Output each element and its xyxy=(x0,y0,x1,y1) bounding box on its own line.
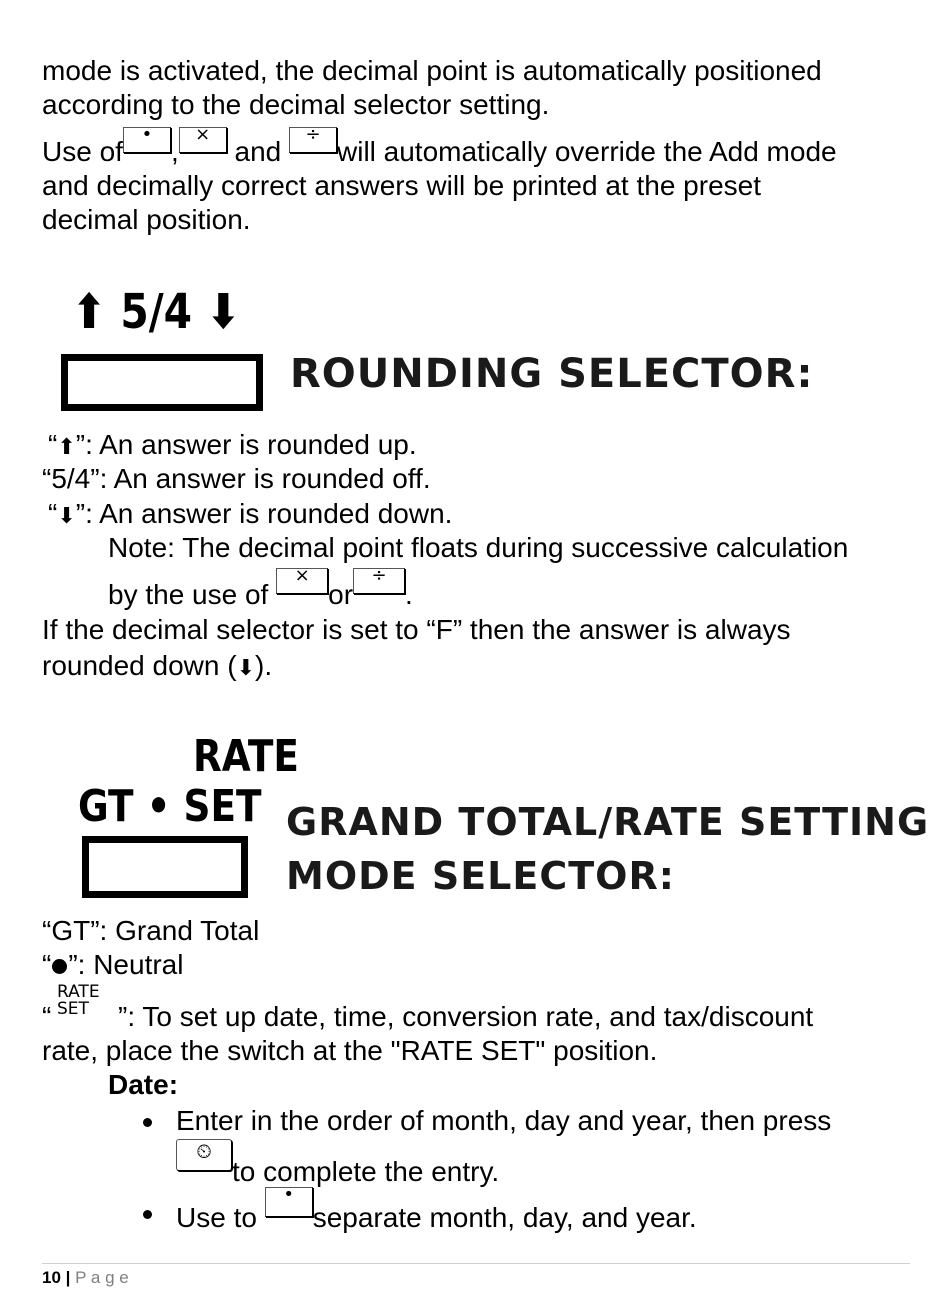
note-by-use-of: by the use of xyxy=(108,579,269,610)
round-down-description xyxy=(48,497,452,533)
divide-key-icon xyxy=(289,124,337,153)
round-down-quote: “ xyxy=(48,498,58,529)
intro-line-1: mode is activated, the decimal point is automatically positioned xyxy=(42,55,822,86)
rounding-note-line-1: Note: The decimal point floats during successive calculation xyxy=(108,532,849,563)
f-rounded-down-text: rounded down ( xyxy=(42,650,237,681)
divide-key-glyph: ÷ xyxy=(305,124,321,145)
gt-switch-labels xyxy=(78,781,262,832)
note-or: or xyxy=(328,579,354,610)
intro-line-3 xyxy=(42,124,837,169)
bullet-2-line xyxy=(176,1184,697,1235)
round-down-icon-2: ⬇ xyxy=(236,655,256,680)
rate-description-line-2: rate, place the switch at the "RATE SET" position. xyxy=(42,1035,658,1066)
round-off-description: “5/4”: An answer is rounded off. xyxy=(42,463,431,494)
round-up-icon: ⬆ xyxy=(57,434,76,459)
bullet-1-line-2 xyxy=(176,1139,500,1189)
round-down-icon: ⬇ xyxy=(57,503,76,528)
decimal-key-icon xyxy=(123,124,171,153)
rate-set-small-label xyxy=(57,984,100,1018)
page-number: 10 xyxy=(42,1268,61,1287)
page-label: P a g e xyxy=(75,1268,129,1287)
rounding-note-line-2 xyxy=(108,565,413,612)
page-footer xyxy=(42,1268,129,1288)
clock-icon: ⏲ xyxy=(196,1139,212,1163)
intro-line-4: and decimally correct answers will be printed at the preset xyxy=(42,170,762,201)
round-down-text: ”: An answer is rounded down. xyxy=(75,498,453,529)
round-up-description xyxy=(48,428,417,464)
bullet-1 xyxy=(143,1118,152,1127)
neutral-description xyxy=(42,948,183,982)
intro-line-5: decimal position. xyxy=(42,204,251,235)
rounding-selector-switch[interactable] xyxy=(61,354,263,411)
rate-small-bottom: SET xyxy=(57,999,89,1019)
divide-key-icon-2 xyxy=(353,565,405,594)
gt-label-gt: GT xyxy=(78,781,134,832)
gt-heading-line-2: MODE SELECTOR: xyxy=(286,854,675,898)
gt-description: “GT”: Grand Total xyxy=(42,915,260,946)
bullet-2-separate-text: separate month, day, and year. xyxy=(312,1202,697,1233)
round-down-arrow-icon: ⬇ xyxy=(206,284,241,340)
bullet-1-complete-text: to complete the entry. xyxy=(232,1156,500,1187)
round-up-text: ”: An answer is rounded up. xyxy=(75,429,417,460)
footer-separator: | xyxy=(65,1268,71,1287)
bullet-2 xyxy=(143,1210,152,1219)
multiply-key-glyph-2: × xyxy=(294,565,310,586)
rate-quote-open: “ xyxy=(42,1001,52,1032)
gt-rate-selector-switch[interactable] xyxy=(82,836,248,898)
round-up-quote: “ xyxy=(48,429,58,460)
rate-description: ”: To set up date, time, conversion rate, and tax/discount xyxy=(118,1001,814,1032)
rounding-switch-labels xyxy=(72,286,240,338)
gt-label-rate: RATE xyxy=(193,731,299,782)
intro-use-of: Use of xyxy=(42,136,123,167)
f-setting-line-1: If the decimal selector is set to “F” then the answer is always xyxy=(42,614,791,645)
note-period: . xyxy=(405,579,413,610)
decimal-key-glyph: • xyxy=(141,124,153,145)
bullet-1-line-1: Enter in the order of month, day and year, then press xyxy=(176,1105,832,1136)
divide-key-glyph-2: ÷ xyxy=(371,565,387,586)
neutral-text: ”: Neutral xyxy=(68,949,184,980)
bullet-2-use-to: Use to xyxy=(176,1202,257,1233)
multiply-key-icon-2 xyxy=(276,565,328,594)
footer-divider xyxy=(42,1263,910,1264)
multiply-key-icon xyxy=(179,124,227,153)
f-close-paren: ). xyxy=(255,650,273,681)
rounding-selector-heading: ROUNDING SELECTOR: xyxy=(290,351,814,397)
neutral-dot-icon xyxy=(52,959,67,974)
gt-label-neutral-dot: • xyxy=(146,781,171,832)
decimal-key-glyph-2: • xyxy=(283,1184,295,1205)
intro-and: and xyxy=(234,136,282,167)
neutral-quote: “ xyxy=(42,949,52,980)
gt-label-set: SET xyxy=(183,781,262,832)
date-time-key-icon xyxy=(176,1139,232,1171)
round-up-arrow-icon: ⬆ xyxy=(72,284,107,340)
decimal-key-icon-2 xyxy=(265,1184,313,1217)
rate-small-top: RATE xyxy=(57,982,100,1002)
f-setting-line-2 xyxy=(42,649,272,685)
intro-comma: , xyxy=(170,136,179,167)
multiply-key-glyph: × xyxy=(195,124,211,145)
intro-override: will automatically override the Add mode xyxy=(337,136,837,167)
date-heading: Date: xyxy=(108,1069,179,1100)
intro-line-2: according to the decimal selector setting. xyxy=(42,89,550,120)
gt-heading-line-1: GRAND TOTAL/RATE SETTING xyxy=(286,800,930,844)
round-off-label: 5/4 xyxy=(120,284,193,340)
